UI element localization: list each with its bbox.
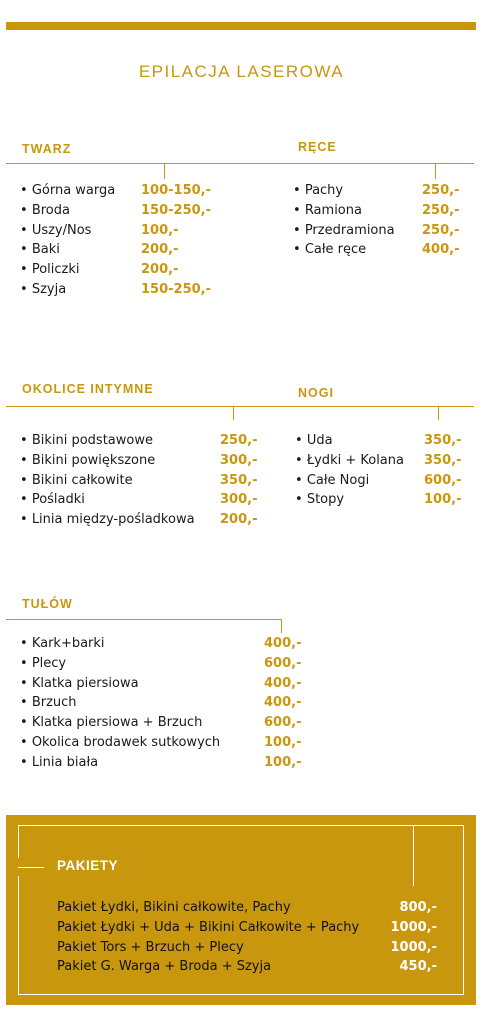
item-price: 600,- (424, 472, 462, 488)
bullet-icon: • (20, 655, 32, 671)
tick-twarz (164, 163, 165, 179)
item-price: 600,- (264, 655, 302, 671)
list-item (293, 221, 468, 241)
item-label (293, 201, 362, 221)
bullet-icon: • (20, 695, 32, 711)
divider-okolice (6, 406, 284, 407)
list-item (20, 713, 310, 733)
item-label-text: Bikini całkowite (31, 472, 133, 488)
item-label-text: Kark+barki (31, 636, 105, 651)
bullet-icon: • (295, 452, 307, 468)
item-price: 200,- (141, 262, 179, 278)
divider-tulow (6, 619, 282, 620)
list-item (20, 693, 310, 713)
bullet-icon: • (20, 262, 32, 278)
item-label (20, 753, 98, 773)
bullet-icon: • (295, 433, 307, 448)
item-price: 350,- (220, 472, 258, 488)
item-label-text: Plecy (31, 655, 67, 671)
package-row (57, 938, 447, 958)
list-item (20, 490, 270, 510)
divider-nogi (284, 406, 474, 407)
bullet-icon: • (20, 675, 32, 691)
item-label (20, 260, 79, 280)
item-price: 100,- (424, 492, 462, 508)
bullet-icon: • (20, 452, 32, 468)
item-price: 250,- (422, 202, 460, 218)
bullet-icon: • (20, 202, 32, 218)
item-label-text: Ramiona (304, 202, 362, 218)
item-label-text: Brzuch (31, 695, 77, 711)
item-price: 350,- (424, 452, 462, 468)
list-item (20, 510, 270, 530)
item-label (20, 713, 202, 733)
package-price: 800,- (399, 900, 437, 915)
divider-rece (284, 163, 474, 164)
bullet-icon: • (20, 715, 32, 731)
list-item (20, 260, 220, 280)
item-price: 300,- (220, 452, 258, 468)
list-twarz (20, 181, 220, 300)
item-price: 200,- (220, 512, 258, 528)
section-title-okolice: OKOLICE INTYMNE (22, 382, 154, 396)
bullet-icon: • (20, 242, 32, 258)
package-label: Pakiet G. Warga + Broda + Szyja (57, 959, 272, 975)
item-label-text: Baki (31, 242, 60, 258)
list-item (20, 240, 220, 260)
list-item (20, 634, 310, 654)
list-item (20, 221, 220, 241)
bullet-icon: • (295, 472, 307, 488)
section-title-tulow: TUŁÓW (22, 597, 73, 611)
item-price: 150-250,- (141, 281, 212, 297)
item-price: 300,- (220, 492, 258, 508)
item-label-text: Łydki + Kolana (306, 452, 404, 468)
list-item (20, 674, 310, 694)
item-label-text: Linia biała (31, 754, 99, 770)
list-item (295, 471, 470, 491)
item-label (20, 181, 115, 201)
list-item (293, 181, 468, 201)
item-price: 600,- (264, 715, 302, 731)
bullet-icon: • (20, 734, 32, 750)
tick-tulow (281, 619, 282, 633)
item-price: 100,- (264, 734, 302, 750)
list-rece (293, 181, 468, 260)
bullet-icon: • (20, 222, 32, 238)
item-price: 400,- (264, 695, 302, 711)
tick-rece (435, 163, 436, 179)
list-item (295, 490, 470, 510)
bullet-icon: • (20, 492, 32, 508)
package-price: 1000,- (390, 939, 437, 955)
item-label-text: Szyja (31, 281, 67, 297)
item-label (20, 674, 139, 694)
pakiety-frame-left-bottom (18, 876, 19, 995)
pakiety-list (57, 898, 447, 977)
item-label-text: Całe Nogi (306, 472, 370, 488)
bullet-icon: • (20, 636, 32, 651)
item-price: 250,- (422, 183, 460, 198)
item-label (20, 693, 77, 713)
bullet-icon: • (293, 183, 305, 198)
list-okolice (20, 431, 270, 530)
item-label (293, 240, 366, 260)
list-item (20, 280, 220, 300)
item-price: 100,- (141, 222, 179, 238)
item-label (293, 181, 343, 201)
item-label (20, 280, 66, 300)
tick-okolice (233, 406, 234, 420)
bullet-icon: • (293, 242, 305, 258)
bullet-icon: • (293, 222, 305, 238)
item-price: 250,- (220, 433, 258, 448)
item-label-text: Pośladki (31, 492, 85, 508)
item-label (20, 510, 195, 530)
item-label (20, 733, 220, 753)
item-price: 250,- (422, 222, 460, 238)
bullet-icon: • (20, 183, 32, 198)
list-item (20, 201, 220, 221)
item-label-text: Klatka piersiowa + Brzuch (31, 715, 203, 731)
bullet-icon: • (20, 281, 32, 297)
item-label (293, 221, 395, 241)
pakiety-vertical-line (413, 825, 414, 886)
bullet-icon: • (20, 472, 32, 488)
item-label-text: Okolica brodawek sutkowych (31, 734, 221, 750)
package-label: Pakiet Łydki, Bikini całkowite, Pachy (57, 900, 291, 915)
item-label-text: Pachy (304, 183, 344, 198)
package-price: 450,- (399, 959, 437, 975)
item-label-text: Bikini powiększone (31, 452, 156, 468)
package-row (57, 898, 447, 918)
package-label: Pakiet Tors + Brzuch + Plecy (57, 939, 244, 955)
bullet-icon: • (20, 754, 32, 770)
package-price: 1000,- (390, 919, 437, 935)
bullet-icon: • (20, 433, 32, 448)
package-label: Pakiet Łydki + Uda + Bikini Całkowite + Pachy (57, 919, 360, 935)
list-item (20, 753, 310, 773)
bullet-icon: • (293, 202, 305, 218)
item-price: 200,- (141, 242, 179, 258)
item-label-text: Uszy/Nos (31, 222, 92, 238)
item-label-text: Linia między-pośladkowa (31, 512, 195, 528)
list-item (20, 431, 270, 451)
package-row (57, 957, 447, 977)
item-label (20, 431, 153, 451)
item-label (295, 490, 344, 510)
list-item (295, 451, 470, 471)
item-label (20, 654, 66, 674)
item-label (20, 451, 155, 471)
item-label-text: Policzki (31, 262, 80, 278)
item-label (295, 471, 369, 491)
item-label (20, 221, 91, 241)
item-price: 100-150,- (141, 183, 212, 198)
item-label (20, 240, 60, 260)
item-label-text: Klatka piersiowa (31, 675, 139, 691)
item-label-text: Całe ręce (304, 242, 367, 258)
item-label-text: Uda (306, 433, 333, 448)
item-label (295, 431, 333, 451)
page-title: EPILACJA LASEROWA (138, 62, 345, 81)
list-item (20, 181, 220, 201)
item-price: 400,- (264, 636, 302, 651)
item-label-text: Broda (31, 202, 70, 218)
item-label (20, 634, 105, 654)
list-item (20, 451, 270, 471)
list-nogi (295, 431, 470, 510)
list-item (295, 431, 470, 451)
item-label (295, 451, 404, 471)
tick-nogi (438, 406, 439, 420)
item-label-text: Górna warga (31, 183, 116, 198)
item-price: 400,- (422, 242, 460, 258)
item-price: 400,- (264, 675, 302, 691)
section-title-twarz: TWARZ (22, 142, 72, 156)
list-tulow (20, 634, 310, 773)
section-title-nogi: NOGI (298, 386, 334, 400)
bullet-icon: • (295, 492, 307, 508)
pakiety-frame-left-top (18, 825, 19, 858)
item-label-text: Bikini podstawowe (31, 433, 153, 448)
pakiety-title: PAKIETY (57, 858, 119, 873)
list-item (20, 471, 270, 491)
divider-twarz (6, 163, 284, 164)
item-price: 100,- (264, 754, 302, 770)
list-item (20, 733, 310, 753)
item-label (20, 471, 133, 491)
bullet-icon: • (20, 512, 32, 528)
item-label (20, 201, 70, 221)
list-item (293, 201, 468, 221)
list-item (20, 654, 310, 674)
item-price: 350,- (424, 433, 462, 448)
list-item (293, 240, 468, 260)
item-label (20, 490, 85, 510)
section-title-rece: RĘCE (298, 140, 337, 154)
item-label-text: Przedramiona (304, 222, 395, 238)
item-label-text: Stopy (306, 492, 345, 508)
item-price: 150-250,- (141, 202, 212, 218)
pakiety-title-line (18, 867, 44, 868)
package-row (57, 918, 447, 938)
top-accent-bar (6, 22, 476, 30)
